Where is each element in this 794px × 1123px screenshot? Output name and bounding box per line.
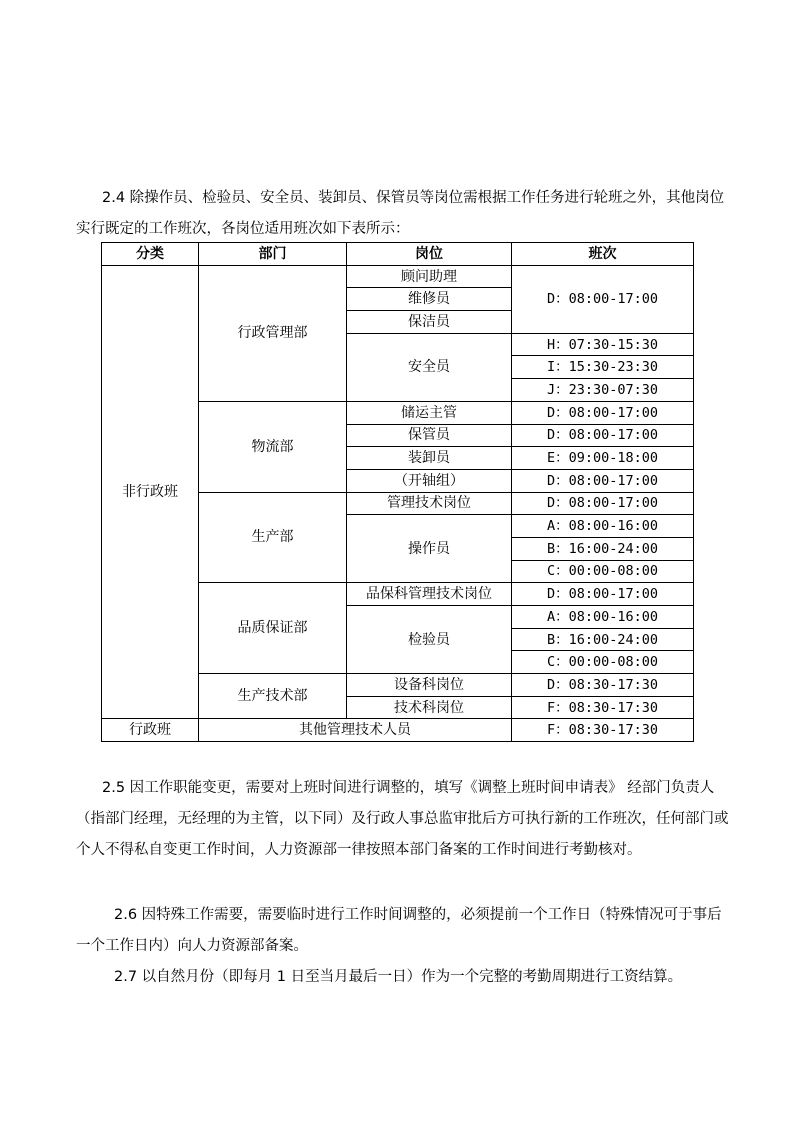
position-cell: 操作员 bbox=[347, 515, 512, 583]
category-cell: 非行政班 bbox=[102, 265, 199, 719]
position-cell: 装卸员 bbox=[347, 447, 512, 470]
position-cell: 管理技术岗位 bbox=[347, 492, 512, 515]
shift-cell: D：08:00-17:00 bbox=[512, 469, 694, 492]
shift-cell: C：00:00-08:00 bbox=[512, 651, 694, 674]
shift-cell: A：08:00-16:00 bbox=[512, 515, 694, 538]
category-cell: 行政班 bbox=[102, 719, 199, 742]
shift-cell: I：15:30-23:30 bbox=[512, 356, 694, 379]
position-cell: 保管员 bbox=[347, 424, 512, 447]
shift-cell: D：08:00-17:00 bbox=[512, 424, 694, 447]
shift-cell: F：08:30-17:30 bbox=[512, 696, 694, 719]
table-row bbox=[102, 719, 694, 742]
paragraph-2-5: 2.5 因工作职能变更，需要对上班时间进行调整的，填写《调整上班时间申请表》 经部门负责人（指部门经理，无经理的为主管，以下同）及行政人事总监审批后方可执行新的工作班次，任何部门或个人不得私自变更工作时间，人力资源部一律按照本部门备案的工作时间进行考勤核对。 bbox=[76, 780, 729, 858]
shift-schedule-table bbox=[101, 242, 694, 742]
table-row bbox=[102, 265, 694, 288]
header-shift: 班次 bbox=[512, 243, 694, 266]
shift-cell: D：08:00-17:00 bbox=[512, 492, 694, 515]
table-header-row bbox=[102, 243, 694, 266]
position-cell: （开轴组） bbox=[347, 469, 512, 492]
shift-cell: D：08:00-17:00 bbox=[512, 583, 694, 606]
department-cell: 物流部 bbox=[199, 401, 347, 492]
shift-cell: F：08:30-17:30 bbox=[512, 719, 694, 742]
header-category: 分类 bbox=[102, 243, 199, 266]
department-cell: 生产技术部 bbox=[199, 674, 347, 719]
position-cell: 维修员 bbox=[347, 288, 512, 311]
position-cell: 顾问助理 bbox=[347, 265, 512, 288]
position-cell: 保洁员 bbox=[347, 311, 512, 334]
department-cell: 行政管理部 bbox=[199, 265, 347, 401]
shift-cell: A：08:00-16:00 bbox=[512, 606, 694, 629]
shift-cell: D：08:00-17:00 bbox=[512, 265, 694, 333]
position-cell: 安全员 bbox=[347, 333, 512, 401]
paragraph-2-4: 2.4 除操作员、检验员、安全员、装卸员、保管员等岗位需根据工作任务进行轮班之外，其他岗位实行既定的工作班次，各岗位适用班次如下表所示： bbox=[76, 190, 725, 237]
paragraph-2-7: 2.7 以自然月份（即每月 1 日至当月最后一日）作为一个完整的考勤周期进行工资结算。 bbox=[114, 969, 683, 985]
shift-cell: J：23:30-07:30 bbox=[512, 379, 694, 402]
header-department: 部门 bbox=[199, 243, 347, 266]
shift-cell: D：08:00-17:00 bbox=[512, 401, 694, 424]
header-position: 岗位 bbox=[347, 243, 512, 266]
position-cell: 储运主管 bbox=[347, 401, 512, 424]
position-cell: 设备科岗位 bbox=[347, 674, 512, 697]
shift-cell: D：08:30-17:30 bbox=[512, 674, 694, 697]
department-cell: 品质保证部 bbox=[199, 583, 347, 674]
shift-cell: B：16:00-24:00 bbox=[512, 628, 694, 651]
paragraph-2-6: 2.6 因特殊工作需要，需要临时进行工作时间调整的，必须提前一个工作日（特殊情况可于事后一个工作日内）向人力资源部备案。 bbox=[76, 907, 722, 954]
position-cell: 技术科岗位 bbox=[347, 696, 512, 719]
shift-cell: H：07:30-15:30 bbox=[512, 333, 694, 356]
position-cell: 检验员 bbox=[347, 606, 512, 674]
shift-cell: B：16:00-24:00 bbox=[512, 537, 694, 560]
department-cell: 生产部 bbox=[199, 492, 347, 583]
position-cell: 品保科管理技术岗位 bbox=[347, 583, 512, 606]
shift-cell: E：09:00-18:00 bbox=[512, 447, 694, 470]
department-cell: 其他管理技术人员 bbox=[199, 719, 512, 742]
shift-cell: C：00:00-08:00 bbox=[512, 560, 694, 583]
